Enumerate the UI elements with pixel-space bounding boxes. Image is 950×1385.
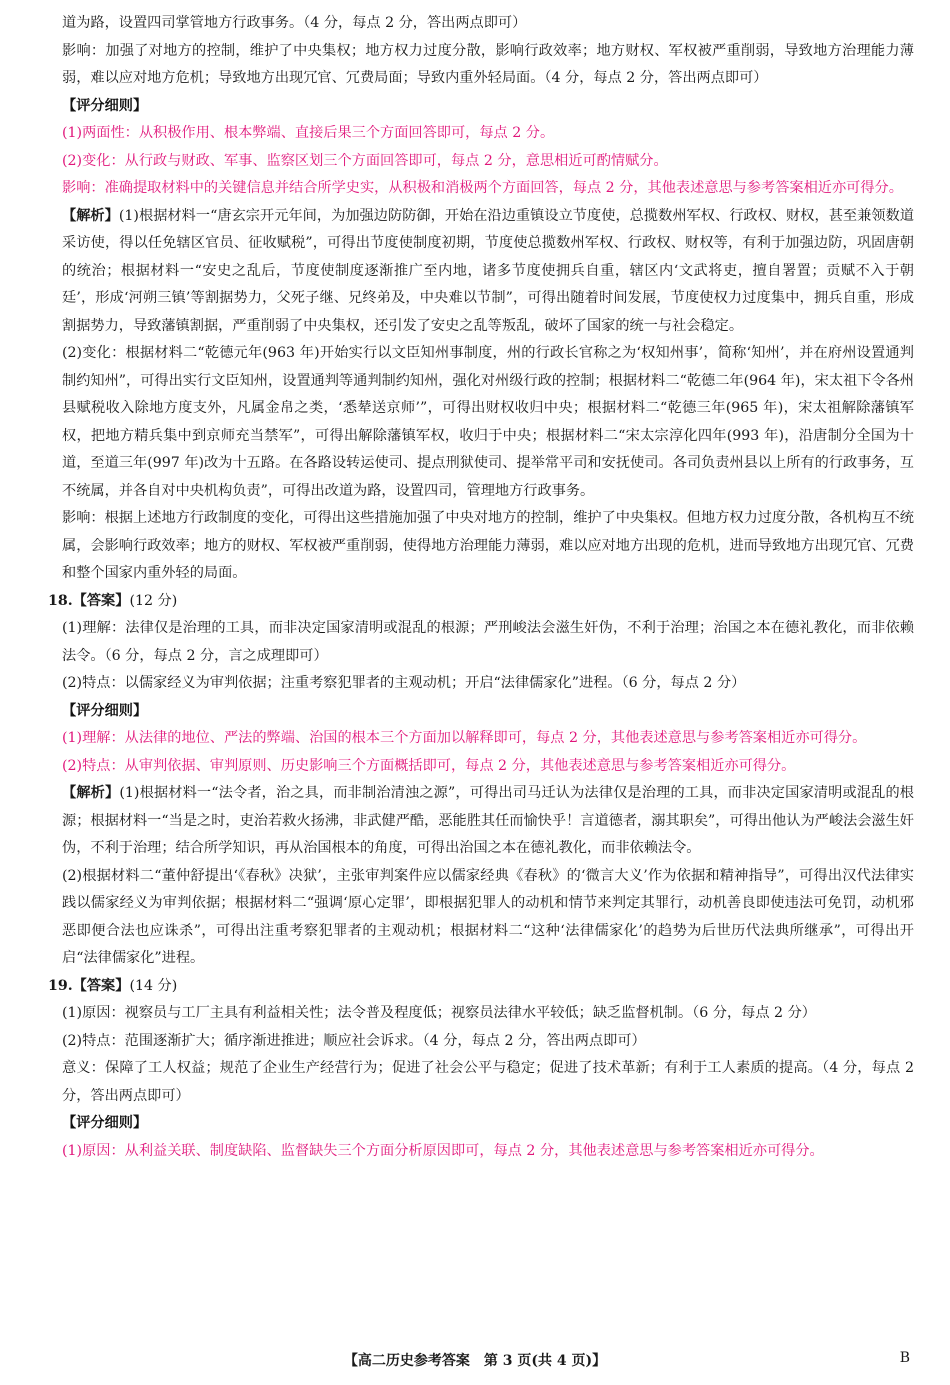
answer-paragraph: 影响：根据上述地方行政制度的变化，可得出这些措施加强了中央对地方的控制，维护了中央集权。但地方权力过度分散，各机构互不统属，会影响行政效率；地方的财权、军权被严重削弱，使得地方治理能力薄弱，难以应对地方出现的危机，进而导致地方出现冗官、冗费和整个国家内重外轻的局面。 bbox=[62, 510, 914, 581]
answer-paragraph: 道为路，设置四司掌管地方行政事务。（4 分，每点 2 分，答出两点即可） bbox=[62, 15, 527, 31]
scoring-rule-text: (2)变化：从行政与财政、军事、监察区划三个方面回答即可，每点 2 分，意思相近可酌情赋分。 bbox=[62, 152, 668, 169]
question-answer-heading: 19.【答案】(14 分) bbox=[48, 977, 178, 994]
scoring-rule-text: (2)特点：从审判依据、审判原则、历史影响三个方面概括即可，每点 2 分，其他表述意思与参考答案相近亦可得分。 bbox=[62, 757, 796, 774]
version-label: B bbox=[899, 1350, 910, 1366]
question-answer-heading: 18.【答案】(12 分) bbox=[48, 592, 178, 609]
scoring-rule-text: (1)原因：从利益关联、制度缺陷、监督缺失三个方面分析原因即可，每点 2 分，其他表述意思与参考答案相近亦可得分。 bbox=[62, 1142, 824, 1159]
answer-paragraph: 【解析】(1)根据材料一“唐玄宗开元年间，为加强边防防御，开始在沿边重镇设立节度使，总揽数州军权、行政权、财权，甚至兼领数道采访使，得以任免辖区官员、征收赋税”，可得出节度使制度初期，节度使总揽数州军权、行政权、财权等，有利于加强边防，巩固唐朝的统治；根据材料一“安史之乱后，节度使制度逐渐推广至内地，诸多节度使拥兵自重，辖区内‘文武将吏，擅自署置；贡赋不入于朝廷’，形成‘河朔三镇’等割据势力，父死子继、兄终弟及，中央难以节制”，可得出随着时间发展，节度使权力过度集中，拥兵自重，形成割据势力，导致藩镇割据，严重削弱了中央集权，还引发了安史之乱等叛乱，破坏了国家的统一与社会稳定。 bbox=[62, 207, 914, 334]
answer-content bbox=[48, 10, 914, 1165]
answer-paragraph: (2)特点：范围逐渐扩大；循序渐进推进；顺应社会诉求。（4 分，每点 2 分，答出两点即可） bbox=[62, 1032, 646, 1049]
scoring-rule-text: (1)理解：从法律的地位、严法的弊端、治国的根本三个方面加以解释即可，每点 2 分，其他表述意思与参考答案相近亦可得分。 bbox=[62, 730, 867, 746]
answer-paragraph: 意义：保障了工人权益；规范了企业生产经营行为；促进了社会公平与稳定；促进了技术革新；有利于工人素质的提高。（4 分，每点 2 分，答出两点即可） bbox=[62, 1060, 914, 1104]
answer-paragraph: (2)特点：以儒家经义为审判依据；注重考察犯罪者的主观动机；开启“法律儒家化”进程。（6 分，每点 2 分） bbox=[62, 675, 746, 691]
answer-paragraph: (2)根据材料二“董仲舒提出‘《春秋》决狱’，主张审判案件应以儒家经典《春秋》的‘微言大义’作为依据和精神指导”，可得出汉代法律实践以儒家经义为审判依据；根据材料二“强调‘原心定罪’，即根据犯罪人的动机和情节来判定其罪行，动机善良即使违法可免罚，动机邪恶即便合法也应诛杀”，可得出注重考察犯罪者的主观动机；根据材料二“这种‘法律儒家化’的趋势为后世历代法典所继承”，可得出开启“法律儒家化”进程。 bbox=[62, 867, 914, 966]
answer-paragraph: (1)原因：视察员与工厂主具有利益相关性；法令普及程度低；视察员法律水平较低；缺乏监督机制。（6 分，每点 2 分） bbox=[62, 1005, 816, 1021]
answer-paragraph: (1)理解：法律仅是治理的工具，而非决定国家清明或混乱的根源；严刑峻法会滋生奸伪，不利于治理；治国之本在德礼教化，而非依赖法令。（6 分，每点 2 分，言之成理即可） bbox=[62, 620, 914, 664]
scoring-rule-text: (1)两面性：从积极作用、根本弊端、直接后果三个方面回答即可，每点 2 分。 bbox=[62, 125, 555, 141]
answer-paragraph: 影响：加强了对地方的控制，维护了中央集权；地方权力过度分散，影响行政效率；地方财权、军权被严重削弱，导致地方治理能力薄弱，难以应对地方危机；导致地方出现冗官、冗费局面；导致内重外轻局面。（4 分，每点 2 分，答出两点即可） bbox=[62, 42, 914, 86]
page-footer: 【高二历史参考答案 第 3 页(共 4 页)】 bbox=[343, 1353, 607, 1369]
scoring-rules-heading: 【评分细则】 bbox=[62, 702, 148, 719]
answer-paragraph: (2)变化：根据材料二“乾德元年(963 年)开始实行以文臣知州事制度，州的行政长官称之为‘权知州事’，简称‘知州’，并在府州设置通判制约知州”，可得出实行文臣知州，设置通判等通判制约知州，强化对州级行政的控制；根据材料二“乾德二年(964 年)，宋太祖下令各州县赋税收入除地方度支外，凡属金帛之类，‘悉辇送京师’”，可得出财权收归中央；根据材料二“乾德三年(965 年)，宋太祖解除藩镇军权，把地方精兵集中到京师充当禁军”，可得出解除藩镇军权，收归于中央；根据材料二“宋太宗淳化四年(993 年)，沿唐制分全国为十道，至道三年(997 年)改为十五路。在各路设转运使司、提点刑狱使司、提举常平司和安抚使司。各司负责州县以上所有的行政事务，互不统属，并各自对中央机构负责”，可得出改道为路，设置四司，管理地方行政事务。 bbox=[62, 345, 914, 499]
answer-paragraph: 【解析】(1)根据材料一“法令者，治之具，而非制治清浊之源”，可得出司马迁认为法律仅是治理的工具，而非决定国家清明或混乱的根源；根据材料一“当是之时，吏治若救火扬沸，非武健严酷，恶能胜其任而愉快乎！言道德者，溺其职矣”，可得出他认为严峻法会滋生奸伪，不利于治理；结合所学知识，再从治国根本的角度，可得出治国之本在德礼教化，而非依赖法令。 bbox=[62, 785, 914, 856]
scoring-rule-text: 影响：准确提取材料中的关键信息并结合所学史实，从积极和消极两个方面回答，每点 2 分，其他表述意思与参考答案相近亦可得分。 bbox=[62, 180, 903, 196]
scoring-rules-heading: 【评分细则】 bbox=[62, 1115, 148, 1131]
scoring-rules-heading: 【评分细则】 bbox=[62, 97, 148, 114]
